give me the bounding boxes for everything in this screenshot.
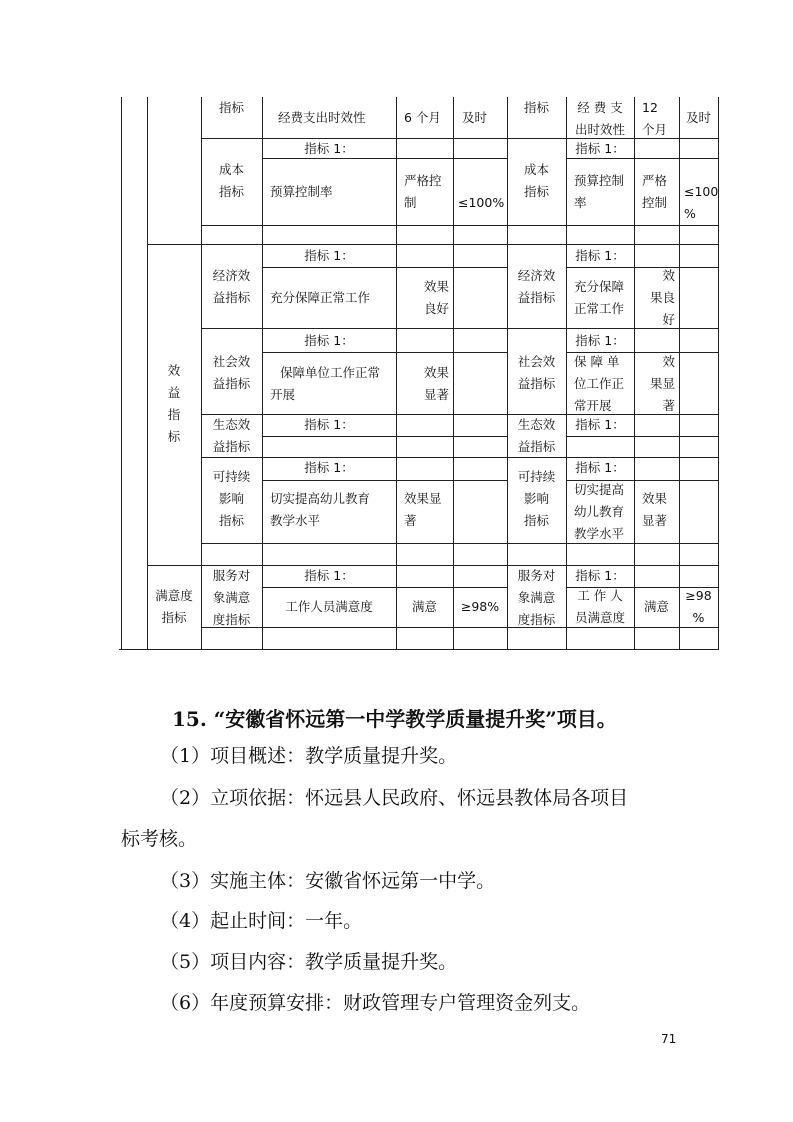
satisfaction-right-name: 工 作 人 员满意度: [574, 588, 625, 625]
cost-left-name: 预算控制率: [270, 184, 333, 199]
sustainable-right-name: 切实提高 幼儿教育 教学水平: [574, 482, 625, 541]
benefit-indicator-label: 效 益 指 标: [167, 363, 181, 444]
satisfaction-left-name: 工作人员满意度: [285, 599, 373, 614]
sustainable-right-target: 效果 显著: [642, 491, 668, 528]
satisfaction-right-sub-indicator: 指标 1：: [575, 568, 625, 583]
item-budget: （6）年度预算安排：财政管理专户管理资金列支。: [160, 992, 591, 1014]
satisfaction-sub-indicator: 指标 1：: [304, 568, 354, 583]
economic-right-category: 经济效 益指标: [517, 268, 556, 305]
satisfaction-indicator-label: 满意度 指标: [155, 588, 193, 625]
ecological-category: 生态效 益指标: [212, 417, 251, 454]
cost-right-result: ≤100 %: [684, 184, 719, 221]
satisfaction-left-result: ≥98%: [460, 599, 500, 614]
economic-right-target: 效 果良 好: [649, 268, 675, 327]
satisfaction-right-result: ≥98 %: [685, 588, 712, 625]
cost-category: 成本 指标: [218, 162, 244, 199]
sustainable-category: 可持续 影响 指标: [212, 469, 251, 528]
cost-sub-indicator: 指标 1：: [304, 141, 354, 156]
cost-left-result: ≤100%: [458, 195, 505, 210]
cost-right-name: 预算控制 率: [574, 173, 625, 210]
timeliness-right-result: 及时: [686, 110, 712, 125]
social-right-sub-indicator: 指标 1：: [575, 333, 625, 348]
social-category: 社会效 益指标: [212, 354, 251, 391]
ecological-right-sub-indicator: 指标 1：: [575, 417, 625, 432]
cost-right-category: 成本 指标: [523, 162, 549, 199]
timeliness-right-target: 12 个月: [642, 100, 668, 137]
item-duration: （4）起止时间：一年。: [160, 910, 363, 932]
social-right-target: 效 果显 著: [649, 354, 675, 413]
social-right-name: 保 障 单 位工作正 常开展: [574, 354, 625, 413]
cost-right-target: 严格 控制: [642, 173, 668, 210]
item-basis: （2）立项依据：怀远县人民政府、怀远县教体局各项目: [160, 787, 629, 809]
sustainable-right-sub-indicator: 指标 1：: [575, 460, 625, 475]
economic-sub-indicator: 指标 1：: [304, 248, 354, 263]
social-sub-indicator: 指标 1：: [304, 333, 354, 348]
sustainable-left-target: 效果显 著: [404, 491, 442, 528]
economic-left-name: 充分保障正常工作: [270, 290, 371, 305]
economic-right-name: 充分保障 正常工作: [574, 279, 625, 316]
timeliness-left-target: 6 个月: [404, 110, 441, 125]
ecological-right-category: 生态效 益指标: [517, 417, 556, 454]
social-left-target: 效果 显著: [423, 365, 449, 402]
timeliness-right-indicator: 指标: [523, 100, 549, 115]
cost-left-target: 严格控 制: [404, 173, 442, 210]
ecological-sub-indicator: 指标 1：: [304, 417, 354, 432]
economic-left-target: 效果 良好: [423, 279, 449, 316]
sustainable-sub-indicator: 指标 1：: [304, 460, 354, 475]
item-basis-continued: 标考核。: [121, 828, 198, 850]
item-overview: （1）项目概述：教学质量提升奖。: [160, 745, 458, 767]
satisfaction-category: 服务对 象满意 度指标: [212, 568, 251, 627]
satisfaction-right-category: 服务对 象满意 度指标: [517, 568, 556, 627]
economic-right-sub-indicator: 指标 1：: [575, 248, 625, 263]
timeliness-left-name: 经费支出时效性: [278, 110, 366, 125]
cost-right-sub-indicator: 指标 1：: [575, 141, 625, 156]
item-content: （5）项目内容：教学质量提升奖。: [160, 951, 458, 973]
satisfaction-right-target: 满意: [643, 599, 669, 614]
page-number: 71: [661, 1032, 677, 1046]
economic-category: 经济效 益指标: [212, 268, 251, 305]
timeliness-indicator-label: 指标: [218, 100, 244, 115]
section-heading: 15. “安徽省怀远第一中学教学质量提升奖”项目。: [172, 707, 617, 731]
timeliness-left-result: 及时: [462, 110, 488, 125]
satisfaction-left-target: 满意: [411, 599, 437, 614]
timeliness-right-name: 经 费 支 出时效性: [574, 100, 625, 137]
social-right-category: 社会效 益指标: [517, 354, 556, 391]
sustainable-right-category: 可持续 影响 指标: [517, 469, 556, 528]
social-left-name: 保障单位工作正常 开展: [270, 365, 381, 402]
sustainable-left-name: 切实提高幼儿教育 教学水平: [270, 491, 371, 528]
item-implementer: （3）实施主体：安徽省怀远第一中学。: [160, 870, 496, 892]
